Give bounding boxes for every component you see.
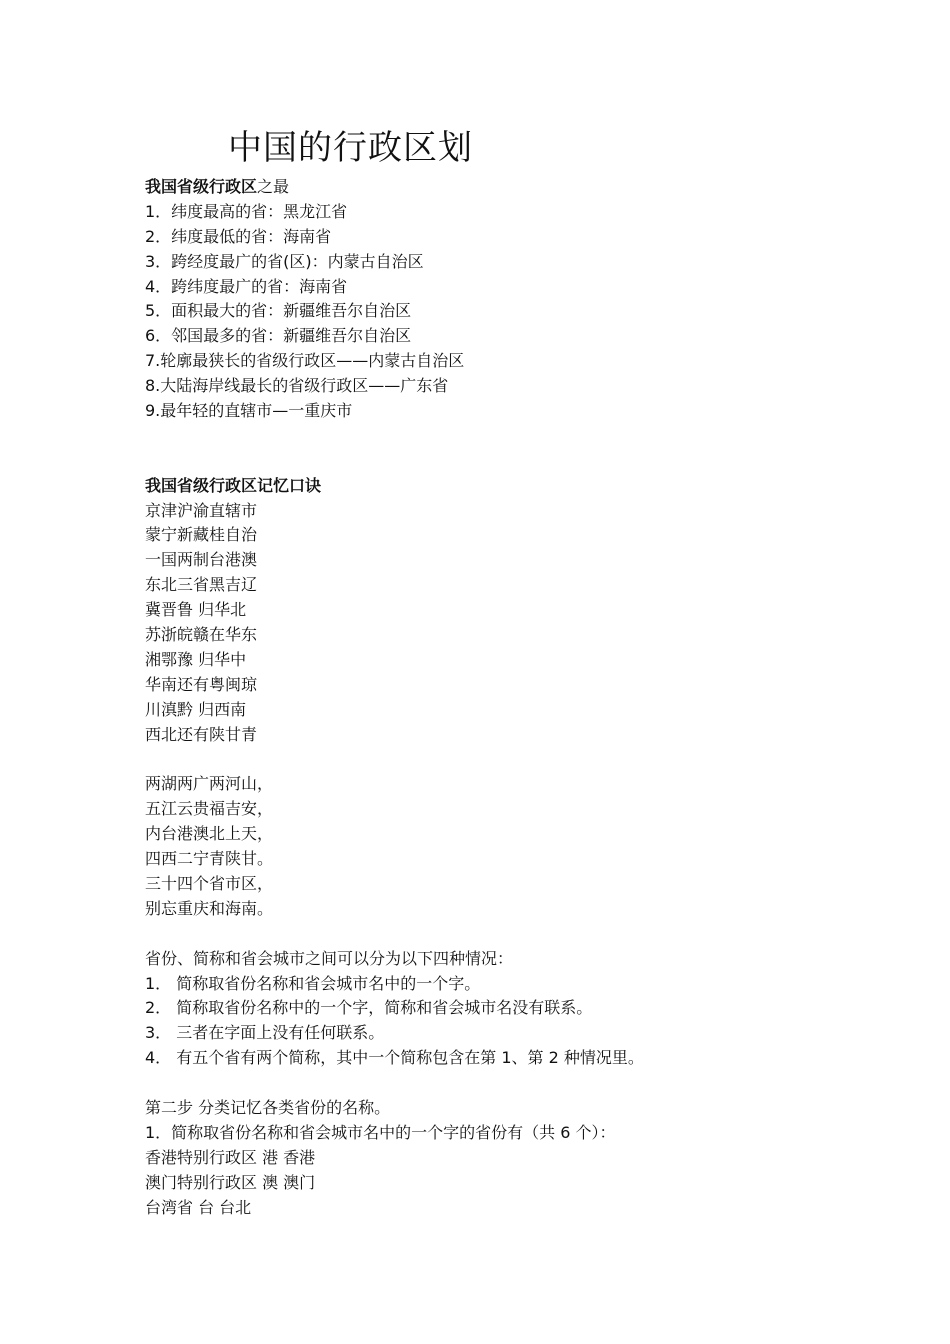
verse-line: 湘鄂豫 归华中	[145, 649, 247, 669]
verse-line: 两湖两广两河山，	[145, 774, 274, 794]
verse-line: 西北还有陕甘青	[145, 724, 258, 744]
verse-line: 四西二宁青陕甘。	[145, 849, 274, 869]
list-item: 4．跨纬度最广的省：海南省	[145, 276, 348, 296]
list-item: 6．邻国最多的省：新疆维吾尔自治区	[145, 326, 412, 346]
section-heading-bold-part: 我国省级行政区	[145, 177, 258, 196]
list-item: 台湾省 台 台北	[145, 1197, 252, 1217]
page-title: 中国的行政区划	[228, 128, 473, 168]
list-item: 1． 简称取省份名称和省会城市名中的一个字。	[145, 973, 481, 993]
list-item: 9.最年轻的直辖市—一重庆市	[145, 401, 353, 421]
verse-line: 一国两制台港澳	[145, 550, 258, 570]
blank-line	[145, 922, 865, 947]
verse-line: 内台港澳北上天，	[145, 824, 274, 844]
list-item: 澳门特别行政区 澳 澳门	[145, 1172, 316, 1192]
section-heading-step-two: 第二步 分类记忆各类省份的名称。	[145, 1097, 391, 1117]
verse-line: 蒙宁新藏桂自治	[145, 525, 258, 545]
list-item: 8.大陆海岸线最长的省级行政区——广东省	[145, 376, 449, 396]
blank-line	[145, 747, 865, 772]
verse-line: 冀晋鲁 归华北	[145, 600, 247, 620]
document-body	[145, 175, 865, 1220]
section-heading-mnemonic: 我国省级行政区记忆口诀	[145, 475, 322, 495]
verse-line: 东北三省黑吉辽	[145, 575, 258, 595]
list-item: 5．面积最大的省：新疆维吾尔自治区	[145, 301, 412, 321]
list-item: 1．纬度最高的省：黑龙江省	[145, 201, 348, 221]
verse-line: 五江云贵福吉安，	[145, 799, 274, 819]
section-subheading: 1．简称取省份名称和省会城市名中的一个字的省份有（共 6 个）：	[145, 1122, 616, 1142]
verse-line: 苏浙皖赣在华东	[145, 625, 258, 645]
verse-line: 别忘重庆和海南。	[145, 898, 274, 918]
blank-line	[145, 424, 865, 449]
verse-line: 京津沪渝直辖市	[145, 500, 258, 520]
list-item: 7.轮廓最狭长的省级行政区——内蒙古自治区	[145, 351, 465, 371]
verse-line: 川滇黔 归西南	[145, 699, 247, 719]
list-item: 4． 有五个省有两个简称，其中一个简称包含在第 1、第 2 种情况里。	[145, 1048, 644, 1068]
verse-line: 三十四个省市区，	[145, 873, 274, 893]
section-heading-superlatives	[145, 175, 865, 200]
blank-line	[145, 449, 865, 474]
section-intro: 省份、简称和省会城市之间可以分为以下四种情况：	[145, 948, 514, 968]
section-heading-rest-part: 之最	[257, 177, 290, 196]
list-item: 2． 简称取省份名称中的一个字，简称和省会城市名没有联系。	[145, 998, 593, 1018]
list-item: 3．跨经度最广的省(区)：内蒙古自治区	[145, 251, 424, 271]
list-item: 2．纬度最低的省：海南省	[145, 226, 332, 246]
list-item: 3． 三者在字面上没有任何联系。	[145, 1023, 385, 1043]
list-item: 香港特别行政区 港 香港	[145, 1147, 316, 1167]
verse-line: 华南还有粤闽琼	[145, 674, 258, 694]
blank-line	[145, 1071, 865, 1096]
